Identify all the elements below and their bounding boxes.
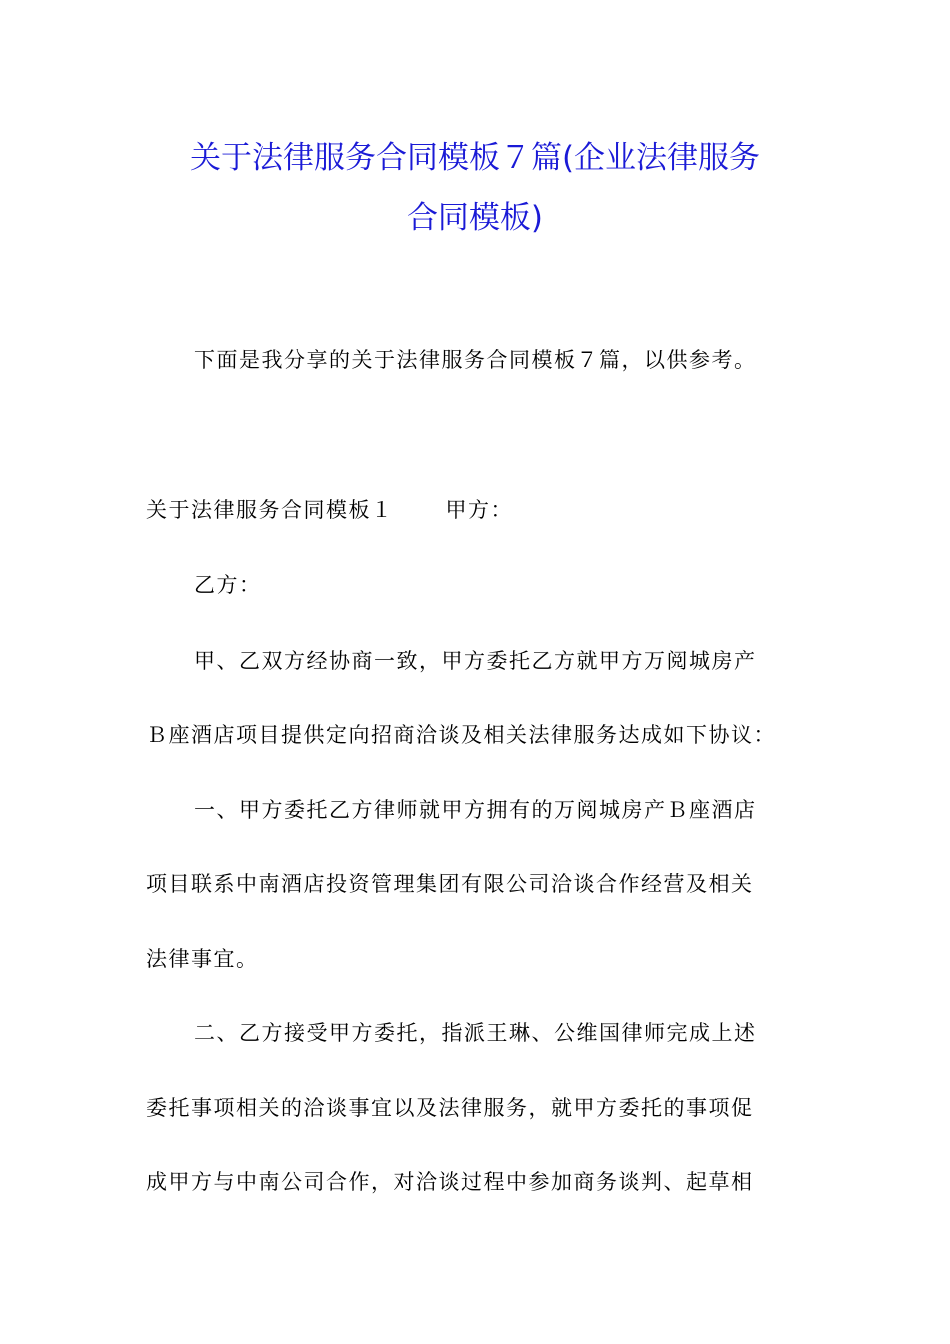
intro-paragraph: 下面是我分享的关于法律服务合同模板７篇，以供参考。	[194, 348, 757, 372]
paragraph-3-line-3: 成甲方与中南公司合作，对洽谈过程中参加商务谈判、起草相	[146, 1170, 754, 1194]
title-line-1: 关于法律服务合同模板７篇(企业法律服务	[189, 140, 761, 176]
section-heading-line	[146, 495, 826, 525]
paragraph-2-line-3: 法律事宜。	[146, 947, 259, 971]
title-line-2: 合同模板)	[406, 200, 544, 236]
paragraph-1-line-1: 甲、乙双方经协商一致，甲方委托乙方就甲方万阅城房产	[194, 649, 757, 673]
paragraph-3-line-2: 委托事项相关的洽谈事宜以及法律服务，就甲方委托的事项促	[146, 1096, 754, 1120]
paragraph-2-line-1: 一、甲方委托乙方律师就甲方拥有的万阅城房产Ｂ座酒店	[194, 798, 757, 822]
party-a-label: 甲方：	[445, 498, 513, 522]
paragraph-1-line-2: Ｂ座酒店项目提供定向招商洽谈及相关法律服务达成如下协议：	[146, 723, 776, 747]
paragraph-2-line-2: 项目联系中南酒店投资管理集团有限公司洽谈合作经营及相关	[146, 872, 754, 896]
section-heading: 关于法律服务合同模板１	[146, 498, 394, 522]
document-title	[120, 128, 830, 248]
paragraph-3-line-1: 二、乙方接受甲方委托，指派王琳、公维国律师完成上述	[194, 1021, 757, 1045]
party-b-label: 乙方：	[194, 573, 262, 597]
